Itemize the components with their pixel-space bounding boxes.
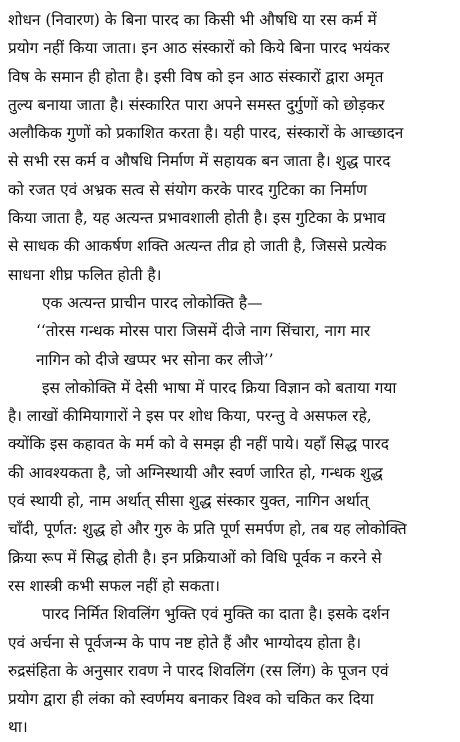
text-line: को रजत एवं अभ्रक सत्व से संयोग करके पारद गुटिका का निर्माण bbox=[8, 180, 367, 199]
text-line: पारद निर्मित शिवलिंग भुक्ति एवं मुक्ति का दाता है। इसके दर्शन bbox=[42, 605, 390, 624]
text-line: किया जाता है, यह अत्यन्त प्रभावशाली होती है। इस गुटिका के प्रभाव bbox=[8, 209, 386, 228]
text-line: एवं अर्चना से पूर्वजन्म के पाप नष्ट होते हैं और भाग्योदय होता है। bbox=[8, 633, 362, 652]
text-line: क्रिया रूप में सिद्ध होती है। इन प्रक्रियाओं को विधि पूर्वक न करने से bbox=[8, 548, 382, 567]
text-line: रुद्रसंहिता के अनुसार रावण ने पारद शिवलिंग (रस लिंग) के पूजन एवं bbox=[8, 661, 389, 680]
paragraph-lokokti-quote bbox=[8, 317, 452, 374]
text-line: साधना शीघ्र फलित होती है। bbox=[8, 265, 162, 284]
text-line: विष के समान ही होता है। इसी विष को इन आठ संस्कारों द्वारा अमृत bbox=[8, 67, 384, 86]
paragraph-shodhan bbox=[8, 6, 452, 289]
text-line: चाँदी, पूर्णत: शुद्ध हो और गुरु के प्रति पूर्ण समर्पण हो, तब यह लोकोक्ति bbox=[8, 520, 407, 539]
paragraph-shivling bbox=[8, 600, 452, 741]
text-line: है। लाखों कीमियागारों ने इस पर शोध किया, परन्तु वे असफल रहे, bbox=[8, 407, 372, 426]
text-line: की आवश्यकता है, जो अग्निस्थायी और स्वर्ण जारित हो, गन्धक शुद्ध bbox=[8, 463, 383, 482]
text-line: तुल्य बनाया जाता है। संस्कारित पारा अपने समस्त दुर्गुणों को छोड़कर bbox=[8, 95, 385, 114]
text-line: शोधन (निवारण) के बिना पारद का किसी भी औषधि या रस कर्म में bbox=[8, 11, 377, 29]
text-line: क्योंकि इस कहावत के मर्म को वे समझ ही नहीं पाये। यहाँ सिद्ध पारद bbox=[8, 435, 389, 454]
paragraph-lokokti-intro bbox=[8, 289, 452, 317]
paragraph-lokokti-explanation bbox=[8, 374, 452, 600]
text-line: अलौकिक गुणों को प्रकाशित करता है। यही पारद, संस्कारों के आच्छादन bbox=[8, 124, 404, 143]
text-line: ‘‘तोरस गन्धक मोरस पारा जिसमें दीजे नाग सिंचारा, नाग मार bbox=[36, 322, 371, 341]
text-line: एक अत्यन्त प्राचीन पारद लोकोक्ति है— bbox=[42, 293, 263, 312]
text-line: प्रयोग नहीं किया जाता। इन आठ संस्कारों को किये बिना पारद भयंकर bbox=[8, 39, 390, 58]
text-line: नागिन को दीजे खप्पर भर सोना कर लीजे’’ bbox=[36, 350, 274, 369]
text-line: एवं स्थायी हो, नाम अर्थात् सीसा शुद्ध संस्कार युक्त, नागिन अर्थात् bbox=[8, 492, 369, 511]
text-line: रस शास्त्री कभी सफल नहीं हो सकता। bbox=[8, 576, 220, 595]
text-line: इस लोकोक्ति में देसी भाषा में पारद क्रिया विज्ञान को बताया गया bbox=[42, 378, 397, 397]
text-line: था। bbox=[8, 718, 28, 737]
text-line: प्रयोग द्वारा ही लंका को स्वर्णमय बनाकर विश्व को चकित कर दिया bbox=[8, 690, 374, 709]
text-line: से सभी रस कर्म व औषधि निर्माण में सहायक बन जाता है। शुद्ध पारद bbox=[8, 152, 391, 171]
text-line: से साधक की आकर्षण शक्ति अत्यन्त तीव्र हो जाती है, जिससे प्रत्येक bbox=[8, 237, 387, 256]
